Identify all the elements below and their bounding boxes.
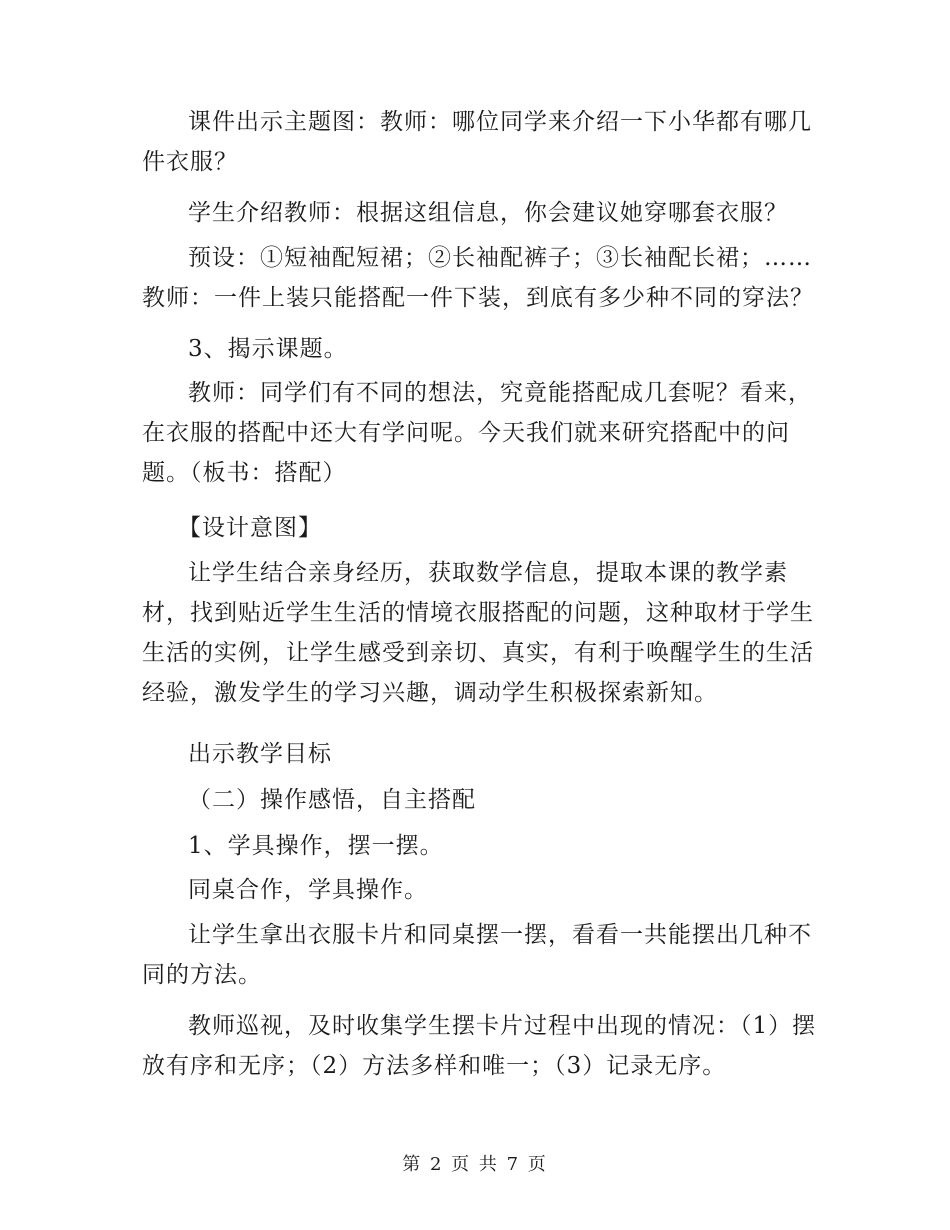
paragraph-show-objectives xyxy=(142,734,814,774)
text-line: 放有序和无序；（2）方法多样和唯一；（3）记录无序。 xyxy=(142,1053,727,1079)
page-number-footer: 第 2 页 共 7 页 xyxy=(402,1154,548,1175)
text-line: 经验，激发学生的学习兴趣，调动学生积极探索新知。 xyxy=(142,680,718,706)
text-line: 生活的实例，让学生感受到亲切、真实，有利于唤醒学生的生活 xyxy=(142,640,814,666)
paragraph-clothing-cards xyxy=(142,915,814,995)
text-line: 教师：一件上装只能搭配一件下装，到底有多少种不同的穿法？ xyxy=(142,285,814,311)
text-line: 3、揭示课题。 xyxy=(188,336,348,362)
paragraph-reveal-topic xyxy=(142,329,814,369)
text-line: 材，找到贴近学生生活的情境衣服搭配的问题，这种取材于学生 xyxy=(142,600,814,626)
text-line: 出示教学目标 xyxy=(188,741,332,767)
text-line: 预设：①短袖配短裙；②长袖配裤子；③长袖配长裙；…… xyxy=(188,245,812,271)
paragraph-design-intent-heading xyxy=(142,508,814,548)
paragraph-courseware-theme xyxy=(142,102,814,182)
text-line: （二）操作感悟，自主搭配 xyxy=(188,787,476,813)
paragraph-section-two-heading xyxy=(142,780,814,820)
text-line: 让学生拿出衣服卡片和同桌摆一摆，看看一共能摆出几种不 xyxy=(188,922,812,948)
text-line: 件衣服？ xyxy=(142,149,238,175)
text-line: 1、学具操作，摆一摆。 xyxy=(188,833,444,859)
paragraph-teacher-question xyxy=(142,373,814,493)
text-line: 在衣服的搭配中还大有学问呢。今天我们就来研究搭配中的问 xyxy=(142,420,790,446)
text-line: 题。（板书：搭配） xyxy=(142,460,347,486)
paragraph-teacher-patrol xyxy=(142,1006,817,1086)
paragraph-student-intro xyxy=(142,193,814,233)
paragraph-preset xyxy=(142,238,814,318)
text-line: 让学生结合亲身经历，获取数学信息，提取本课的教学素 xyxy=(188,560,788,586)
text-line: 教师巡视，及时收集学生摆卡片过程中出现的情况：（1）摆 xyxy=(188,1013,817,1039)
paragraph-design-intent xyxy=(142,553,814,713)
text-line: 【设计意图】 xyxy=(178,515,322,541)
text-line: 教师：同学们有不同的想法，究竟能搭配成几套呢？看来， xyxy=(188,380,812,406)
text-line: 同的方法。 xyxy=(142,962,262,988)
paragraph-tool-operation xyxy=(142,826,814,866)
text-line: 课件出示主题图：教师：哪位同学来介绍一下小华都有哪几 xyxy=(188,109,812,135)
paragraph-desk-partner xyxy=(142,870,814,910)
text-line: 同桌合作，学具操作。 xyxy=(188,877,428,903)
text-line: 学生介绍教师：根据这组信息，你会建议她穿哪套衣服？ xyxy=(188,200,788,226)
